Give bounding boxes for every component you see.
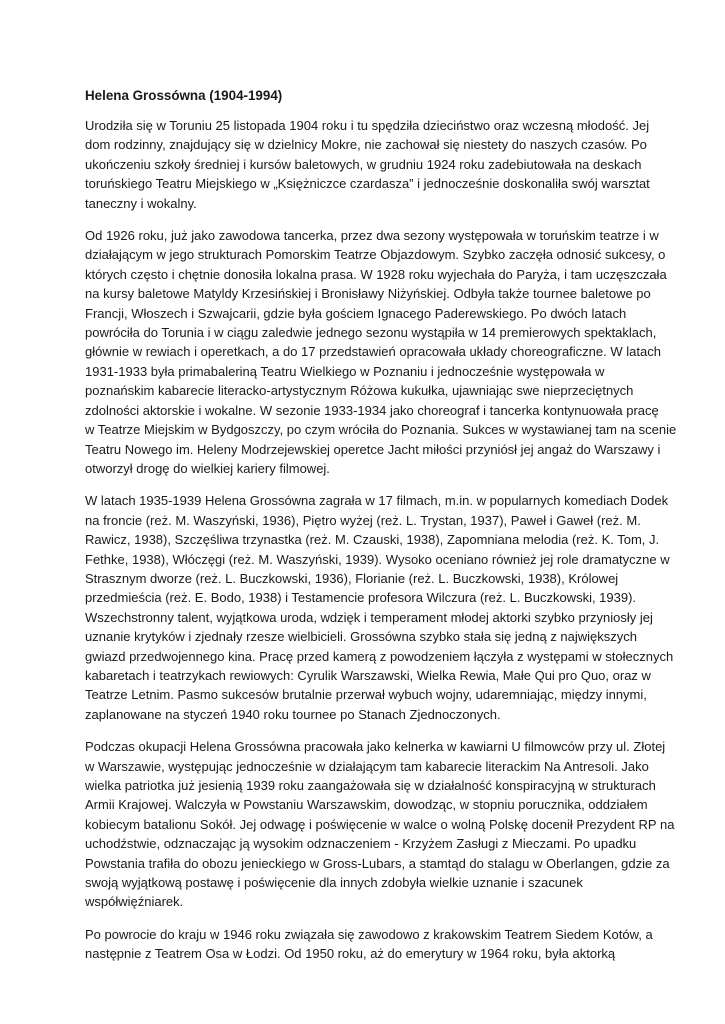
text-line: otworzył drogę do wielkiej kariery filmowej. [85,460,330,476]
text-line: przedmieścia (reż. E. Bodo, 1938) i Testamencie profesora Wilczura (reż. L. Buczkowski, 1939). [85,590,637,606]
text-line: 1931-1933 była primabaleriną Teatru Wielkiego w Poznaniu i jednocześnie występowała w [85,363,605,379]
text-line: kabaretach i teatrzykach rewiowych: Cyrulik Warszawski, Wielka Rewia, Małe Qui pro Quo, oraz w [85,667,651,683]
text-line: w Warszawie, występując jednocześnie w działającym tam kabarecie literackim Na Antresoli. Jako [85,758,649,774]
document-body [85,116,677,964]
text-line: swoją wyjątkową postawę i poświęcenie dla innych zdobyła wielkie uznanie i szacunek [85,875,583,891]
document-title: Helena Grossówna (1904-1994) [85,88,283,103]
paragraph [85,226,677,478]
text-line: poznańskim kabarecie literacko-artystycznym Różowa kukułka, ujawniając swe nieprzeciętnych [85,383,634,399]
text-line: taneczny i wokalny. [85,195,197,211]
text-line: Armii Krajowej. Walczyła w Powstaniu Warszawskim, dowodząc, w stopniu porucznika, oddziałem [85,797,648,813]
text-line: Fethke, 1938), Włóczęgi (reż. M. Waszyński, 1939). Wysoko oceniano również jej role dramatyczne w [85,551,670,567]
text-line: W latach 1935-1939 Helena Grossówna zagrała w 17 filmach, m.in. w popularnych komediach Dodek [85,493,669,509]
text-line: ukończeniu szkoły średniej i kursów baletowych, w grudniu 1924 roku zadebiutowała na deskach [85,156,642,172]
text-line: głównie w rewiach i operetkach, a do 17 przedstawień opracowała układy choreograficzne. W latach [85,344,661,360]
text-line: na kursy baletowe Matyldy Krzesińskiej i Bronisławy Niżyńskiej. Odbyła także tournee baletowe po [85,286,651,302]
paragraph [85,491,674,724]
document-page [85,86,677,977]
paragraph [85,925,653,964]
text-line: powróciła do Torunia i w ciągu zaledwie jednego sezonu wystąpiła w 14 premierowych spektaklach, [85,325,657,341]
text-line: następnie z Teatrem Osa w Łodzi. Od 1950 roku, aż do emerytury w 1964 roku, była aktorką [85,946,616,962]
text-line: współwięźniarek. [85,894,184,910]
text-line: działającym w jego strukturach Pomorskim Teatrze Objazdowym. Szybko zaczęła odnosić sukcesy, o [85,247,666,263]
text-line: których często i chętnie donosiła lokalna prasa. W 1928 roku wyjechała do Paryża, i tam uczęszczała [85,266,667,282]
text-line: Urodziła się w Toruniu 25 listopada 1904 roku i tu spędziła dzieciństwo oraz wczesną młodość. Jej [85,118,650,133]
text-line: wielka patriotka już jesienią 1939 roku zaangażowała się w działalność konspiracyjną w strukturach [85,778,656,793]
text-line: kobiecym batalionu Sokół. Jej odwagę i poświęcenie w walce o wolną Polskę docenił Prezydent RP na [85,816,675,832]
text-line: Wszechstronny talent, wyjątkowa uroda, wdzięk i temperament młodej aktorki szybko przyniosły jej [85,609,653,625]
text-line: gwiazd przedwojennego kina. Pracę przed kamerą z powodzeniem łączyła z występami w stołecznych [85,648,674,664]
text-line: Rawicz, 1938), Szczęśliwa trzynastka (reż. M. Czauski, 1938), Zapomniana melodia (reż. K. Tom, J. [85,532,660,548]
text-line: Powstania trafiła do obozu jenieckiego w Gross-Lubars, a stamtąd do stalagu w Oberlangen, gdzie za [85,855,670,871]
text-line: Teatru Nowego im. Heleny Modrzejewskiej operetce Jacht miłości przyniósł jej angaż do Warszawy i [85,441,661,457]
text-line: Francji, Włoszech i Szwajcarii, gdzie była gościem Ignacego Paderewskiego. Po dwóch latach [85,305,627,321]
text-line: zdolności aktorskie i wokalne. W sezonie 1933-1934 jako choreograf i tancerka kontynuowała pracę [85,402,659,418]
text-line: Od 1926 roku, już jako zawodowa tancerka, przez dwa sezony występowała w toruńskim teatrze i w [85,228,659,244]
text-line: Podczas okupacji Helena Grossówna pracowała jako kelnerka w kawiarni U filmowców przy ul. Złotej [85,739,666,755]
text-line: Strasznym dworze (reż. L. Buczkowski, 1936), Florianie (reż. L. Buczkowski, 1938), Królowej [85,570,619,586]
text-line: uchodźstwie, odznaczając ją wysokim odznaczeniem - Krzyżem Zasługi z Mieczami. Po upadku [85,836,637,852]
text-line: zaplanowane na styczeń 1940 roku tournee po Stanach Zjednoczonych. [85,706,501,722]
text-line: w Teatrze Miejskim w Bydgoszczy, po czym wróciła do Poznania. Sukces w wystawianej tam na scenie [85,422,677,438]
text-line: Teatrze Letnim. Pasmo sukcesów brutalnie przerwał wybuch wojny, udaremniając, między innymi, [85,687,647,703]
text-line: na froncie (reż. M. Waszyński, 1936), Piętro wyżej (reż. L. Trystan, 1937), Paweł i Gaweł (reż. M. [85,512,641,528]
text-line: uznanie krytyków i zjednały rzesze wielbicieli. Grossówna szybko stała się jedną z największych [85,629,638,645]
text-line: Po powrocie do kraju w 1946 roku związała się zawodowo z krakowskim Teatrem Siedem Kotów, a [85,926,653,942]
text-line: dom rodzinny, znajdujący się w dzielnicy Mokre, nie zachował się niestety do naszych czasów. Po [85,137,647,153]
paragraph [85,116,650,213]
text-line: toruńskiego Teatru Miejskiego w „Księżniczce czardasza” i jednocześnie doskonaliła swój warsztat [85,176,650,192]
paragraph [85,737,675,912]
